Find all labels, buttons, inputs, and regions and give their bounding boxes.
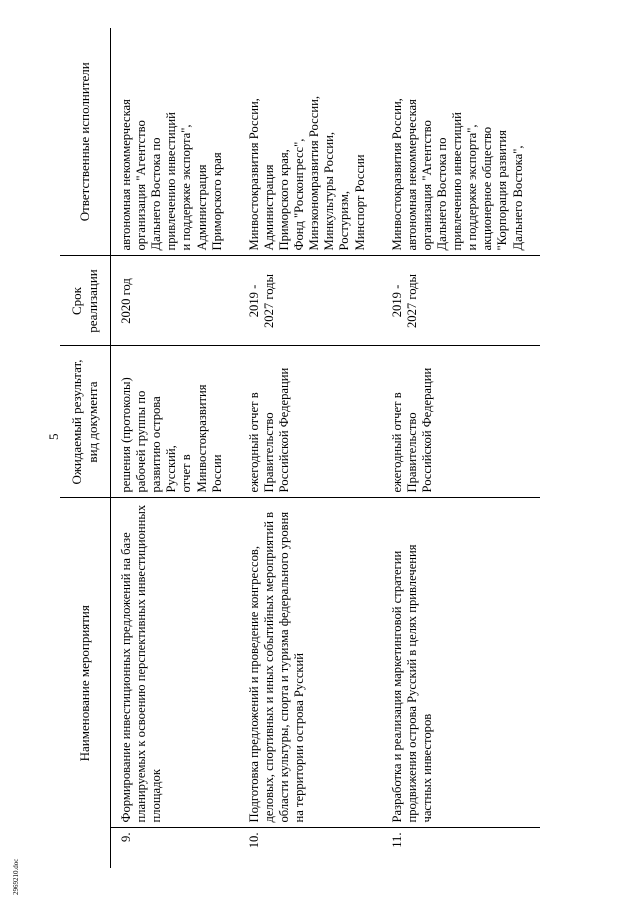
header-name: Наименование мероприятия (60, 498, 111, 868)
row-number: 10. (239, 828, 382, 868)
row-term: 2019 - 2027 годы (239, 256, 382, 346)
page-number: 5 (46, 433, 61, 440)
row-executors: автономная некоммерческая организация "Агентство Дальнего Востока по привлечению инвестиций и поддержке экспорта", Администрация Приморского края (119, 99, 224, 251)
row-executors: Минвостокразвития России, Администрация Приморского края, Фонд "Росконгресс", Минэкономразвития России, Минкультуры России, Ростуризм, Минспорт России (246, 96, 367, 251)
row-number: 9. (111, 828, 239, 868)
row-executors: Минвостокразвития России, автономная некоммерческая организация "Агентство Дальнего Востока по привлечению инвестиций и поддержке экспорта", акционерное общество "Корпорация развития Дальнего Востока", (389, 98, 525, 251)
row-result: решения (протоколы) рабочей группы по развитию острова Русский, отчет в Минвостокразвития России (111, 346, 239, 498)
footer-file-code: 2969210.doc (12, 858, 20, 895)
row-name: Разработка и реализация маркетинговой стратегии продвижения острова Русский в целях привлечения частных инвесторов (382, 498, 540, 828)
row-name: Подготовка предложений и проведение конгрессов, деловых, спортивных и иных событийных мероприятий в области культуры, спорта и туризма федерального уровня на территории острова Русский (239, 498, 382, 828)
row-term: 2019 - 2027 годы (382, 256, 540, 346)
row-term: 2020 год (111, 256, 239, 346)
header-term: Срок реализации (60, 256, 111, 346)
table-header-row (60, 28, 111, 868)
header-result: Ожидаемый результат, вид документа (60, 346, 111, 498)
row-name: Формирование инвестиционных предложений на базе планируемых к освоению перспективных инвестиционных площадок (111, 498, 239, 828)
table-row (382, 28, 540, 868)
table-row (111, 28, 239, 868)
header-executors: Ответственные исполнители (60, 28, 111, 256)
row-number: 11. (382, 828, 540, 868)
rotated-table-container (60, 28, 580, 868)
measures-table (60, 28, 540, 868)
row-result: ежегодный отчет в Правительство Российской Федерации (239, 346, 382, 498)
row-result: ежегодный отчет в Правительство Российской Федерации (382, 346, 540, 498)
table-row (239, 28, 382, 868)
